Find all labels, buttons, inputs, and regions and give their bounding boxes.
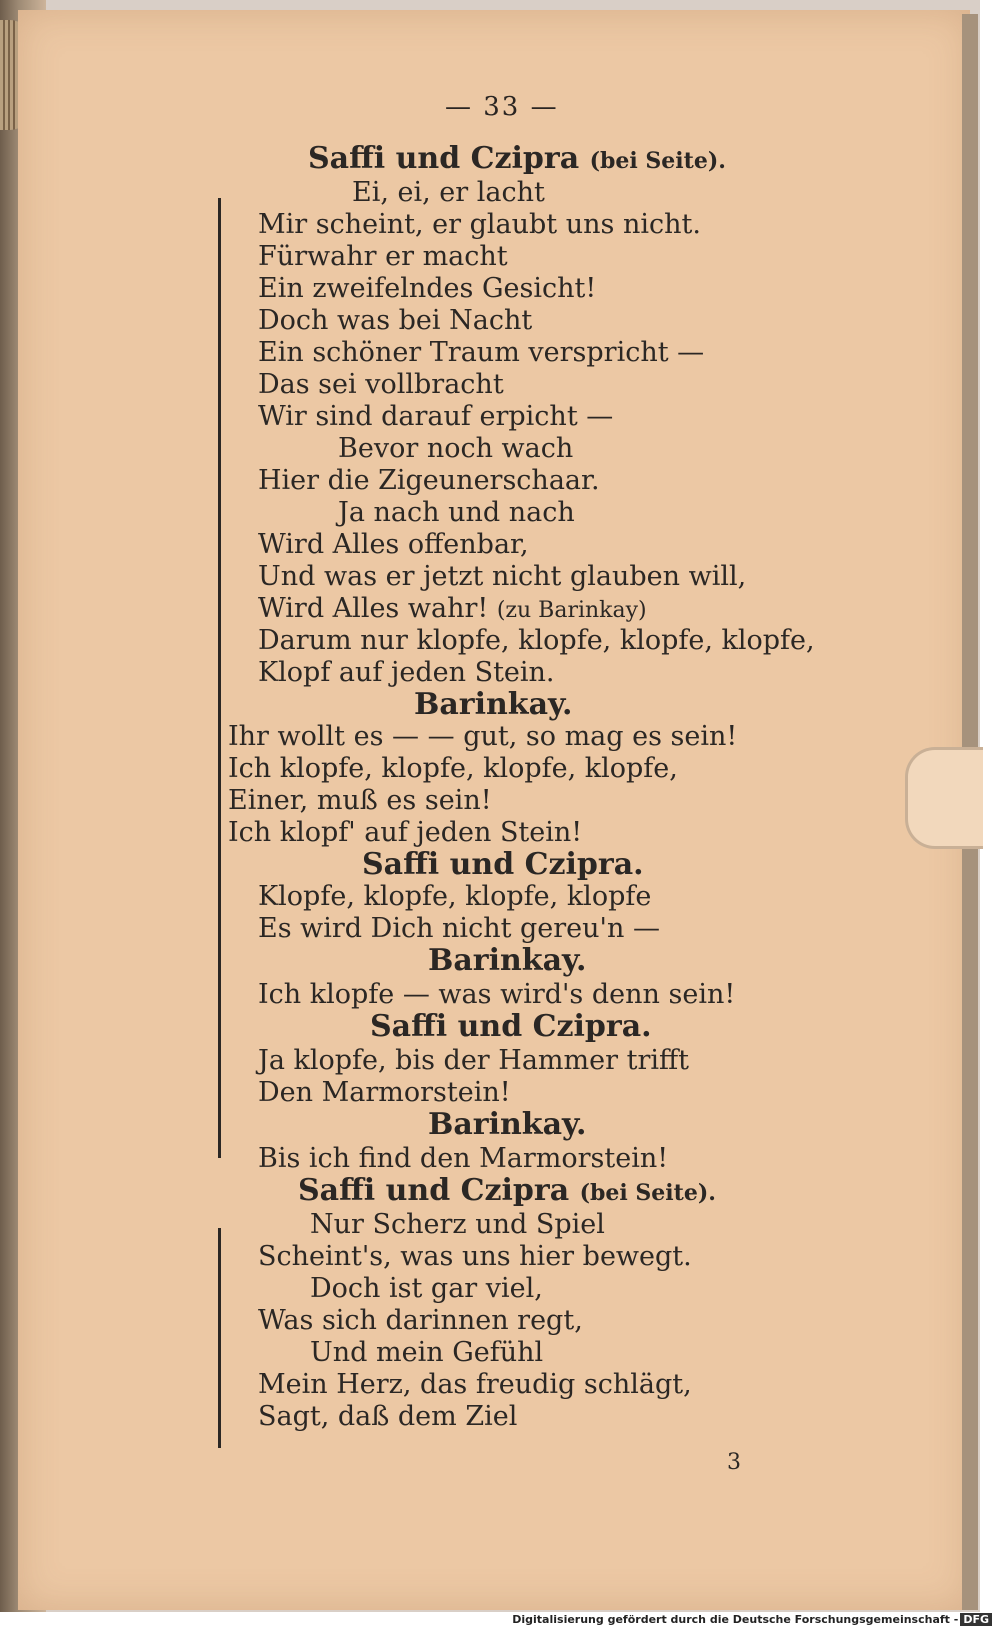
verse-line: Ein zweifelndes Gesicht!	[258, 273, 597, 304]
verse-line: Das sei vollbracht	[258, 369, 504, 400]
verse-line: Ich klopfe, klopfe, klopfe, klopfe,	[228, 753, 678, 784]
verse-line: Wird Alles offenbar,	[258, 529, 529, 560]
verse-line: Hier die Zigeunerschaar.	[258, 465, 600, 496]
verse-line: Fürwahr er macht	[258, 241, 508, 272]
verse-line: Wird Alles wahr! (zu Barinkay)	[258, 593, 647, 624]
verse-line: Den Marmorstein!	[258, 1077, 511, 1108]
verse-line: Ihr wollt es — — gut, so mag es sein!	[228, 721, 738, 752]
verse-line: Einer, muß es sein!	[228, 785, 492, 816]
verse-line: Nur Scherz und Spiel	[310, 1209, 605, 1240]
verse-line: Ein schöner Traum verspricht —	[258, 337, 705, 368]
verse-line: Bis ich find den Marmorstein!	[258, 1143, 669, 1174]
verse-line: Bevor noch wach	[338, 433, 574, 464]
digitization-credit: Digitalisierung gefördert durch die Deutsche Forschungsgemeinschaft - DFG	[512, 1613, 992, 1626]
verse-line: Es wird Dich nicht gereu'n —	[258, 913, 660, 944]
speaker-heading: Barinkay.	[428, 943, 587, 978]
verse-line: Ja klopfe, bis der Hammer trifft	[258, 1045, 690, 1076]
stage-bracket-2	[218, 1228, 231, 1448]
speaker-heading: Barinkay.	[428, 1107, 587, 1142]
verse-line: Ja nach und nach	[338, 497, 575, 528]
speaker-heading: Saffi und Czipra (bei Seite).	[308, 141, 726, 176]
verse-line: Scheint's, was uns hier bewegt.	[258, 1241, 692, 1272]
speaker-heading: Saffi und Czipra (bei Seite).	[298, 1173, 716, 1208]
speaker-heading: Saffi und Czipra.	[370, 1009, 652, 1044]
signature-mark: 3	[727, 1450, 741, 1475]
verse-line: Wir sind darauf erpicht —	[258, 401, 614, 432]
verse-line: Mir scheint, er glaubt uns nicht.	[258, 209, 701, 240]
verse-line: Und was er jetzt nicht glauben will,	[258, 561, 747, 592]
dfg-logo: DFG	[960, 1613, 992, 1626]
speaker-heading: Saffi und Czipra.	[362, 847, 644, 882]
verse-line: Und mein Gefühl	[310, 1337, 544, 1368]
stage-bracket-1	[218, 198, 231, 1158]
page-number: — 33 —	[445, 92, 559, 122]
verse-line: Doch was bei Nacht	[258, 305, 533, 336]
verse-line: Doch ist gar viel,	[310, 1273, 543, 1304]
bookmark-tab	[905, 747, 983, 849]
verse-line: Was sich darinnen regt,	[258, 1305, 583, 1336]
verse-line: Darum nur klopfe, klopfe, klopfe, klopfe,	[258, 625, 815, 656]
verse-line: Ich klopf' auf jeden Stein!	[228, 817, 583, 848]
verse-line: Sagt, daß dem Ziel	[258, 1401, 518, 1432]
verse-line: Klopf auf jeden Stein.	[258, 657, 555, 688]
verse-line: Ich klopfe — was wird's denn sein!	[258, 979, 736, 1010]
verse-line: Ei, ei, er lacht	[352, 177, 545, 208]
speaker-heading: Barinkay.	[414, 687, 573, 722]
verse-line: Klopfe, klopfe, klopfe, klopfe	[258, 881, 652, 912]
verse-line: Mein Herz, das freudig schlägt,	[258, 1369, 692, 1400]
